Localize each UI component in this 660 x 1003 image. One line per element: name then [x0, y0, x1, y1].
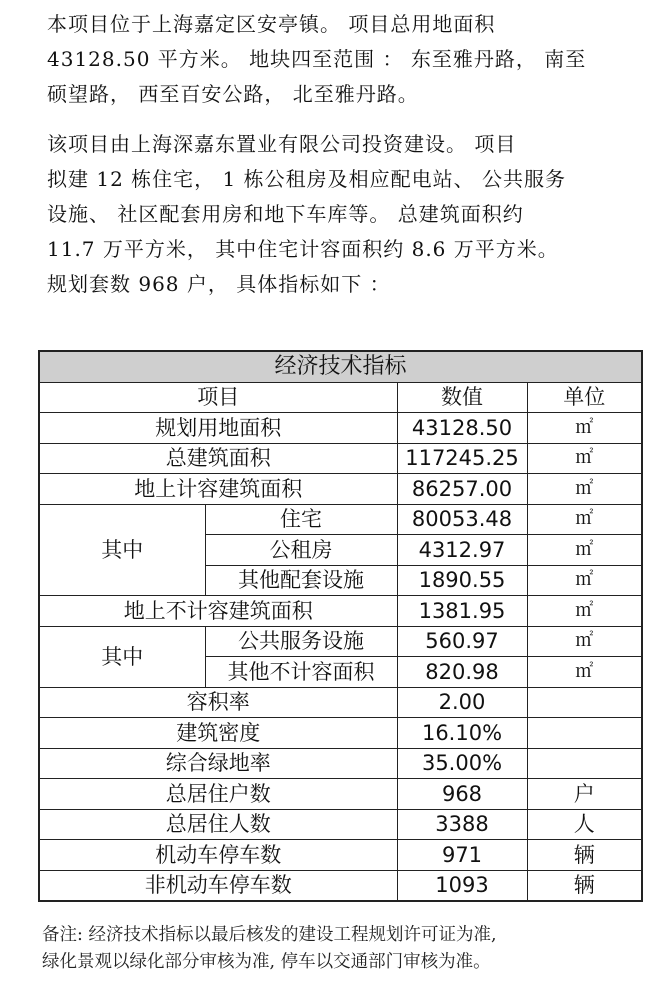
row-unit: ㎡	[527, 474, 642, 505]
row-unit: 辆	[527, 870, 642, 901]
row-item: 其他配套设施	[205, 565, 397, 596]
header-value: 数值	[397, 382, 527, 413]
remarks-note	[42, 922, 642, 976]
table-row	[39, 504, 642, 535]
row-value: 1381.95	[397, 596, 527, 627]
row-unit: ㎡	[527, 657, 642, 688]
paragraph-line: 拟建 12 栋住宅， 1 栋公租房及相应配电站、 公共服务	[47, 167, 566, 191]
table-row	[39, 443, 642, 474]
row-item: 机动车停车数	[39, 840, 397, 871]
table-title: 经济技术指标	[39, 351, 642, 382]
table-row	[39, 596, 642, 627]
row-value: 971	[397, 840, 527, 871]
economic-technical-indicators-table	[38, 350, 643, 902]
row-value: 16.10%	[397, 718, 527, 749]
row-value: 2.00	[397, 687, 527, 718]
project-investment-paragraph	[47, 127, 622, 302]
row-item: 公共服务设施	[205, 626, 397, 657]
group-label: 其中	[39, 504, 205, 596]
row-unit: 户	[527, 779, 642, 810]
paragraph-line: 设施、 社区配套用房和地下车库等。 总建筑面积约	[47, 202, 524, 226]
row-item: 公租房	[205, 535, 397, 566]
row-unit: ㎡	[527, 565, 642, 596]
table-row	[39, 840, 642, 871]
project-location-paragraph	[47, 7, 622, 112]
row-item: 地上不计容建筑面积	[39, 596, 397, 627]
header-item: 项目	[39, 382, 397, 413]
paragraph-line: 硕望路， 西至百安公路， 北至雅丹路。	[47, 82, 419, 106]
row-value: 3388	[397, 809, 527, 840]
row-unit: ㎡	[527, 626, 642, 657]
row-unit: ㎡	[527, 413, 642, 444]
row-value: 86257.00	[397, 474, 527, 505]
row-unit	[527, 748, 642, 779]
header-unit: 单位	[527, 382, 642, 413]
note-line: 备注: 经济技术指标以最后核发的建设工程规划许可证为准,	[42, 925, 497, 945]
row-item: 总居住户数	[39, 779, 397, 810]
paragraph-line: 43128.50 平方米。 地块四至范围 ： 东至雅丹路， 南至	[47, 47, 587, 71]
table-row	[39, 718, 642, 749]
row-value: 80053.48	[397, 504, 527, 535]
row-value: 4312.97	[397, 535, 527, 566]
table-row	[39, 474, 642, 505]
paragraph-line: 本项目位于上海嘉定区安亭镇。 项目总用地面积	[47, 12, 496, 36]
row-value: 35.00%	[397, 748, 527, 779]
paragraph-line: 规划套数 968 户， 具体指标如下 ：	[47, 272, 391, 296]
row-value: 117245.25	[397, 443, 527, 474]
note-line: 绿化景观以绿化部分审核为准, 停车以交通部门审核为准。	[42, 952, 491, 972]
table-row	[39, 687, 642, 718]
table-row	[39, 779, 642, 810]
row-unit: ㎡	[527, 443, 642, 474]
row-value: 1890.55	[397, 565, 527, 596]
row-unit: ㎡	[527, 535, 642, 566]
row-unit: ㎡	[527, 596, 642, 627]
row-value: 820.98	[397, 657, 527, 688]
table-row	[39, 870, 642, 901]
row-value: 1093	[397, 870, 527, 901]
row-value: 560.97	[397, 626, 527, 657]
row-item: 综合绿地率	[39, 748, 397, 779]
row-value: 43128.50	[397, 413, 527, 444]
row-unit: 人	[527, 809, 642, 840]
row-item: 规划用地面积	[39, 413, 397, 444]
row-unit	[527, 687, 642, 718]
paragraph-line: 该项目由上海深嘉东置业有限公司投资建设。 项目	[47, 132, 517, 156]
table-row	[39, 748, 642, 779]
table-row	[39, 626, 642, 657]
row-item: 住宅	[205, 504, 397, 535]
row-item: 总居住人数	[39, 809, 397, 840]
row-item: 其他不计容面积	[205, 657, 397, 688]
row-unit: ㎡	[527, 504, 642, 535]
row-item: 非机动车停车数	[39, 870, 397, 901]
table-title-row	[39, 351, 642, 382]
row-item: 地上计容建筑面积	[39, 474, 397, 505]
row-item: 建筑密度	[39, 718, 397, 749]
row-item: 容积率	[39, 687, 397, 718]
row-unit: 辆	[527, 840, 642, 871]
table-header-row	[39, 382, 642, 413]
table-row	[39, 413, 642, 444]
group-label: 其中	[39, 626, 205, 687]
row-unit	[527, 718, 642, 749]
table-row	[39, 809, 642, 840]
row-value: 968	[397, 779, 527, 810]
row-item: 总建筑面积	[39, 443, 397, 474]
paragraph-line: 11.7 万平方米， 其中住宅计容面积约 8.6 万平方米。	[47, 237, 559, 261]
